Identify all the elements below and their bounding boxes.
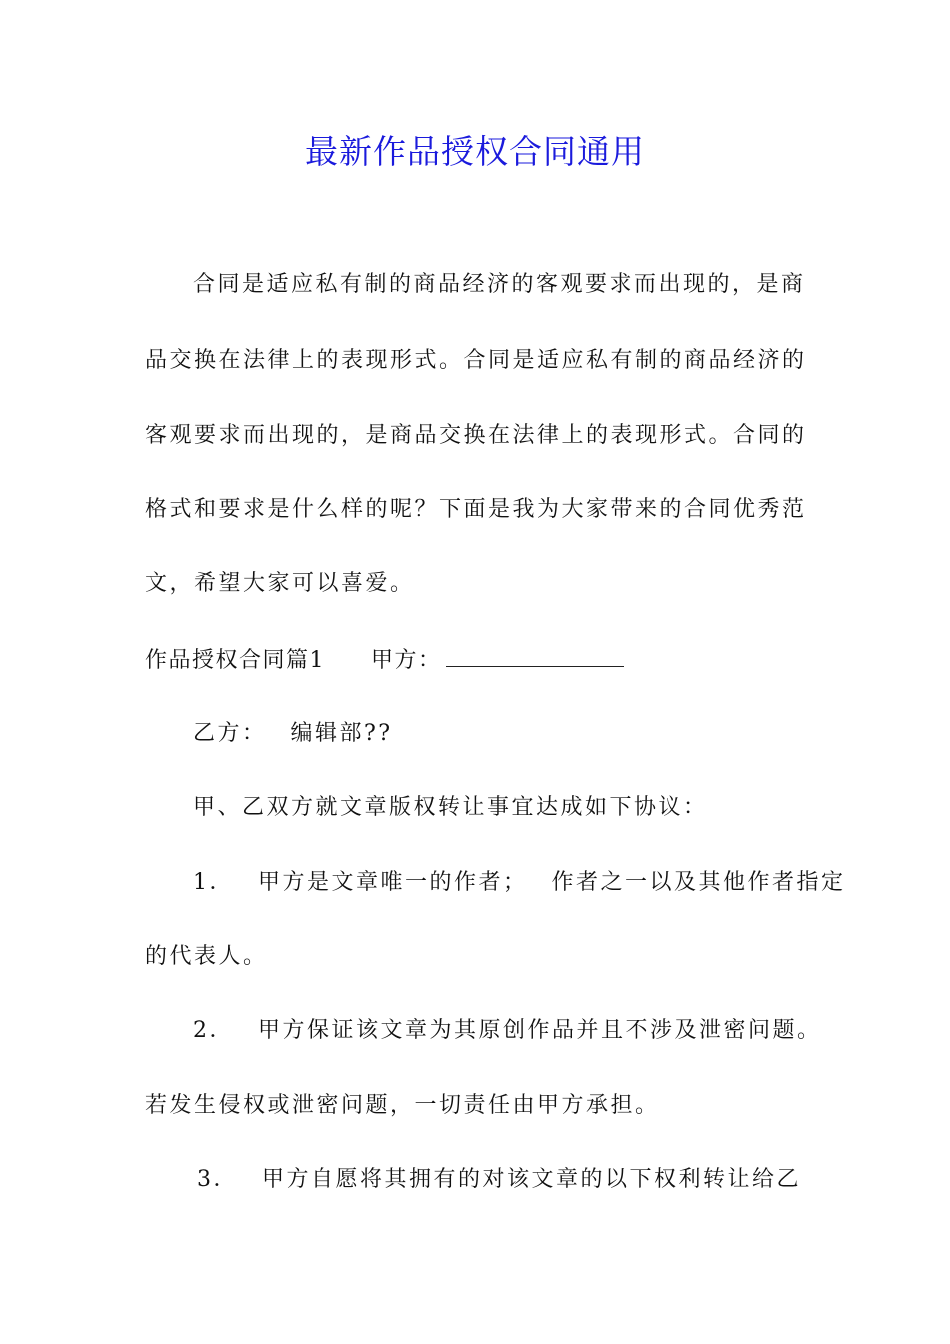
agreement-intro: 甲、乙双方就文章版权转让事宜达成如下协议：	[193, 795, 708, 820]
party-b-label: 乙方：	[193, 721, 267, 746]
clause-1-text: 甲方是文章唯一的作者；	[258, 870, 528, 895]
clause-3-number: 3．	[197, 1167, 238, 1192]
clause-2-line-2: 若发生侵权或泄密问题，一切责任由甲方承担。	[145, 1093, 660, 1118]
clause-1-line-2: 的代表人。	[145, 944, 268, 969]
clause-1-text-b: 作者之一以及其他作者指定	[551, 870, 846, 895]
document-title: 最新作品授权合同通用	[305, 132, 645, 171]
clause-3-line-1	[145, 1162, 815, 1198]
intro-line-2: 品交换在法律上的表现形式。合同是适应私有制的商品经济的	[145, 348, 807, 373]
intro-line-3: 客观要求而出现的，是商品交换在法律上的表现形式。合同的	[145, 423, 807, 448]
party-a-label: 甲方：	[371, 648, 442, 673]
intro-line-5: 文，希望大家可以喜爱。	[145, 571, 415, 596]
intro-line-1: 合同是适应私有制的商品经济的客观要求而出现的，是商	[193, 272, 806, 297]
party-b-row	[145, 716, 815, 752]
party-a-blank-field	[446, 644, 624, 667]
party-b-value: 编辑部??	[290, 721, 393, 746]
clause-2-line-1	[145, 1013, 822, 1049]
clause-2-number: 2．	[193, 1018, 234, 1043]
clause-1-line-1	[145, 865, 846, 901]
section-heading-row	[145, 643, 815, 679]
section-heading: 作品授权合同篇1	[145, 648, 325, 673]
intro-line-4: 格式和要求是什么样的呢？下面是我为大家带来的合同优秀范	[145, 497, 807, 522]
clause-2-text: 甲方保证该文章为其原创作品并且不涉及泄密问题。	[258, 1018, 822, 1043]
clause-3-text: 甲方自愿将其拥有的对该文章的以下权利转让给乙	[262, 1167, 802, 1192]
clause-1-number: 1．	[193, 870, 234, 895]
